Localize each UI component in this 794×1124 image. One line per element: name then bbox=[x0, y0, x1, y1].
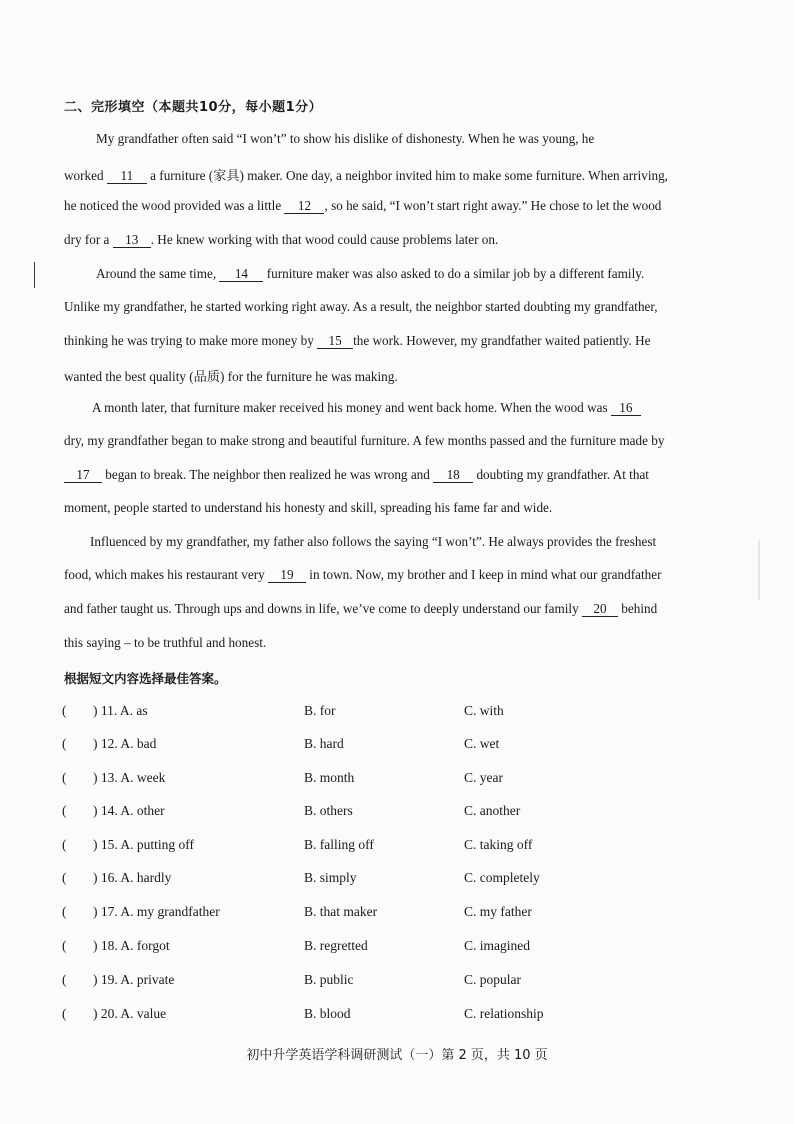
option-c: C. my father bbox=[464, 904, 532, 919]
passage-text: in town. Now, my brother and I keep in mind what our grandfather bbox=[309, 567, 662, 582]
passage-line bbox=[64, 635, 684, 651]
option-b: B. hard bbox=[304, 736, 344, 751]
passage-text: moment, people started to understand his honesty and skill, spreading his fame far and wide. bbox=[64, 500, 553, 515]
option-a: ) 11. A. as bbox=[93, 703, 148, 718]
option-c: C. popular bbox=[464, 972, 521, 987]
passage-line bbox=[64, 433, 684, 449]
page-footer: 初中升学英语学科调研测试（一）第 2 页，共 10 页 bbox=[246, 1048, 548, 1063]
option-c: C. completely bbox=[464, 870, 540, 885]
passage-text: wanted the best quality (品质) for the furniture he was making. bbox=[64, 369, 398, 384]
passage-text: Unlike my grandfather, he started working right away. As a result, the neighbor started doubting my grandfather, bbox=[64, 299, 658, 314]
option-b: B. blood bbox=[304, 1006, 351, 1021]
answer-paren[interactable]: ( bbox=[62, 770, 67, 785]
passage-line bbox=[64, 198, 684, 214]
passage-line bbox=[90, 534, 684, 550]
margin-mark bbox=[34, 262, 35, 288]
option-b: B. month bbox=[304, 770, 355, 785]
option-c: C. with bbox=[464, 703, 504, 718]
question-row bbox=[0, 803, 794, 825]
passage-text: food, which makes his restaurant very bbox=[64, 567, 265, 582]
passage-line bbox=[64, 299, 684, 315]
passage-text: . He knew working with that wood could cause problems later on. bbox=[150, 232, 499, 247]
option-a: ) 14. A. other bbox=[93, 803, 165, 818]
passage-text: dry, my grandfather began to make strong and beautiful furniture. A few months passed and the furniture made by bbox=[64, 433, 665, 448]
blank-17: 17 bbox=[64, 467, 102, 483]
passage-text: A month later, that furniture maker received his money and went back home. When the wood was bbox=[92, 400, 608, 415]
passage-text: behind bbox=[621, 601, 658, 616]
answer-paren[interactable]: ( bbox=[62, 837, 67, 852]
option-b: B. that maker bbox=[304, 904, 378, 919]
passage-line bbox=[64, 333, 684, 349]
question-row bbox=[0, 736, 794, 758]
answer-paren[interactable]: ( bbox=[62, 972, 67, 987]
blank-18: 18 bbox=[433, 467, 473, 483]
option-b: B. falling off bbox=[304, 837, 374, 852]
passage-text: My grandfather often said “I won’t” to show his dislike of dishonesty. When he was young, he bbox=[96, 131, 595, 146]
blank-15: 15 bbox=[317, 333, 353, 349]
option-c: C. another bbox=[464, 803, 521, 818]
answer-paren[interactable]: ( bbox=[62, 803, 67, 818]
blank-12: 12 bbox=[284, 198, 324, 214]
question-row bbox=[0, 837, 794, 859]
option-b: B. regretted bbox=[304, 938, 368, 953]
passage-line bbox=[64, 601, 684, 617]
option-c: C. taking off bbox=[464, 837, 533, 852]
option-c: C. imagined bbox=[464, 938, 530, 953]
passage-text: worked bbox=[64, 168, 104, 183]
option-a: ) 18. A. forgot bbox=[93, 938, 170, 953]
passage-text: Around the same time, bbox=[96, 266, 217, 281]
option-b: B. public bbox=[304, 972, 354, 987]
blank-19: 19 bbox=[268, 567, 306, 583]
option-a: ) 13. A. week bbox=[93, 770, 166, 785]
passage-text: a furniture (家具) maker. One day, a neighbor invited him to make some furniture. When arriving, bbox=[150, 168, 668, 183]
blank-16: 16 bbox=[611, 400, 641, 416]
passage-line bbox=[92, 400, 684, 416]
question-row bbox=[0, 938, 794, 960]
passage-text: , so he said, “I won’t start right away.” He chose to let the wood bbox=[324, 198, 662, 213]
option-a: ) 20. A. value bbox=[93, 1006, 167, 1021]
option-b: B. simply bbox=[304, 870, 357, 885]
answer-paren[interactable]: ( bbox=[62, 870, 67, 885]
question-row bbox=[0, 972, 794, 994]
passage-line bbox=[96, 131, 684, 147]
scan-edge-mark bbox=[758, 540, 760, 600]
passage-line bbox=[96, 266, 684, 282]
answer-paren[interactable]: ( bbox=[62, 736, 67, 751]
question-row bbox=[0, 1006, 794, 1028]
passage-text: doubting my grandfather. At that bbox=[476, 467, 649, 482]
answer-paren[interactable]: ( bbox=[62, 904, 67, 919]
answer-paren[interactable]: ( bbox=[62, 1006, 67, 1021]
option-c: C. wet bbox=[464, 736, 500, 751]
blank-13: 13 bbox=[113, 232, 151, 248]
instruction: 根据短文内容选择最佳答案。 bbox=[64, 671, 227, 686]
passage-text: this saying – to be truthful and honest. bbox=[64, 635, 267, 650]
passage-text: Influenced by my grandfather, my father also follows the saying “I won’t”. He always provides the freshest bbox=[90, 534, 657, 549]
option-a: ) 16. A. hardly bbox=[93, 870, 172, 885]
passage-line bbox=[64, 467, 684, 483]
option-c: C. relationship bbox=[464, 1006, 544, 1021]
passage-text: began to break. The neighbor then realized he was wrong and bbox=[105, 467, 430, 482]
passage-text: the work. However, my grandfather waited patiently. He bbox=[353, 333, 651, 348]
passage-text: thinking he was trying to make more money by bbox=[64, 333, 314, 348]
question-row bbox=[0, 904, 794, 926]
blank-20: 20 bbox=[582, 601, 618, 617]
option-a: ) 15. A. putting off bbox=[93, 837, 194, 852]
answer-paren[interactable]: ( bbox=[62, 938, 67, 953]
answer-paren[interactable]: ( bbox=[62, 703, 67, 718]
passage-line bbox=[64, 567, 684, 583]
option-a: ) 12. A. bad bbox=[93, 736, 157, 751]
passage-line bbox=[64, 165, 684, 184]
passage-text: and father taught us. Through ups and downs in life, we’ve come to deeply understand our family bbox=[64, 601, 579, 616]
question-row bbox=[0, 770, 794, 792]
option-c: C. year bbox=[464, 770, 503, 785]
option-a: ) 19. A. private bbox=[93, 972, 175, 987]
passage-line bbox=[64, 366, 684, 385]
section-heading: 二、完形填空（本题共10分，每小题1分） bbox=[64, 100, 323, 115]
option-b: B. for bbox=[304, 703, 336, 718]
passage-text: he noticed the wood provided was a little bbox=[64, 198, 282, 213]
option-b: B. others bbox=[304, 803, 353, 818]
question-row bbox=[0, 703, 794, 725]
blank-14: 14 bbox=[219, 266, 263, 282]
option-a: ) 17. A. my grandfather bbox=[93, 904, 220, 919]
passage-text: dry for a bbox=[64, 232, 110, 247]
passage-line bbox=[64, 500, 684, 516]
question-row bbox=[0, 870, 794, 892]
passage-line bbox=[64, 232, 684, 248]
blank-11: 11 bbox=[107, 168, 147, 184]
passage-text: furniture maker was also asked to do a similar job by a different family. bbox=[266, 266, 645, 281]
